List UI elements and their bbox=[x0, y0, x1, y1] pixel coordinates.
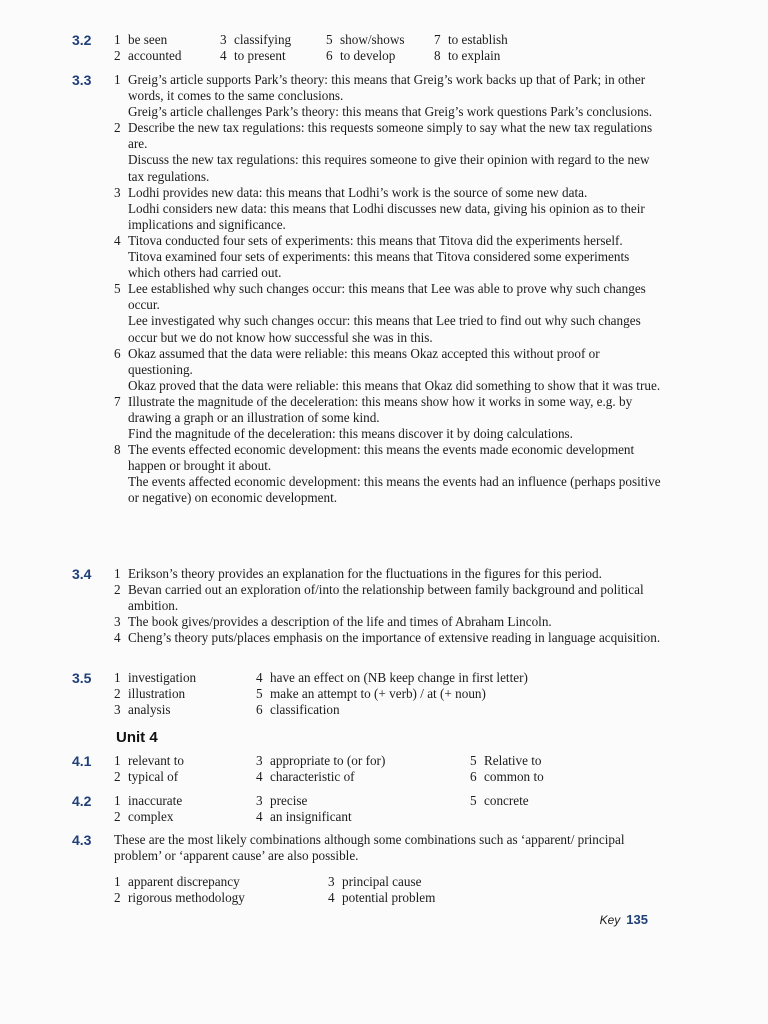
section-number: 4.3 bbox=[72, 832, 92, 848]
footer-label: Key bbox=[599, 913, 621, 927]
answer-item: 3 The book gives/provides a description of the life and times of Abraham Lincoln. bbox=[114, 614, 552, 630]
answer-item: 4 characteristic of bbox=[256, 769, 355, 785]
answer-item: 3 analysis bbox=[114, 702, 171, 718]
answer-item: 4 Titova conducted four sets of experiments: this means that Titova did the experiments herself. Titova examined four sets of experiments: this means that Titova considered some experiments which others had carried out. bbox=[114, 232, 630, 281]
answer-item: 3 classifying bbox=[220, 32, 292, 47]
answer-item: 4 Cheng’s theory puts/places emphasis on the importance of extensive reading in language acquisition. bbox=[114, 630, 661, 646]
answer-item: 3 appropriate to (or for) bbox=[256, 753, 386, 768]
answer-item: 4 potential problem bbox=[328, 890, 436, 906]
answer-item: 6 Okaz assumed that the data were reliable: this means Okaz accepted this without proof or questioning. Okaz proved that the data were reliable: this means that Okaz did something to show that it was true. bbox=[114, 345, 661, 393]
answer-item: 5 Relative to bbox=[470, 753, 542, 768]
section-3-5 bbox=[72, 670, 672, 720]
page-footer bbox=[560, 912, 648, 928]
answer-item: 6 common to bbox=[470, 769, 544, 785]
answer-item: 1 Erikson’s theory provides an explanation for the fluctuations in the figures for this period. bbox=[114, 566, 602, 581]
section-number: 3.3 bbox=[72, 72, 92, 88]
answer-item: 2 Describe the new tax regulations: this requests someone simply to say what the new tax regulations are. Discuss the new tax regulations: this requires someone to give their opinion with regard to the new tax regulations. bbox=[114, 120, 653, 184]
answer-item: 6 to develop bbox=[326, 48, 396, 64]
answer-item: 5 show/shows bbox=[326, 32, 405, 47]
answer-item: 2 typical of bbox=[114, 769, 179, 785]
answer-item: 7 to establish bbox=[434, 32, 508, 47]
answer-item: 1 apparent discrepancy bbox=[114, 874, 240, 890]
answer-item: 2 Bevan carried out an exploration of/into the relationship between family background and political ambition. bbox=[114, 582, 644, 614]
answer-item: 1 inaccurate bbox=[114, 793, 183, 808]
section-4-3 bbox=[72, 832, 672, 906]
answer-item: 2 accounted bbox=[114, 48, 182, 64]
section-3-2 bbox=[72, 32, 672, 66]
answer-item: 3 principal cause bbox=[328, 874, 422, 890]
answer-item: 2 illustration bbox=[114, 686, 186, 702]
section-number: 4.2 bbox=[72, 793, 92, 809]
answer-item: 7 Illustrate the magnitude of the deceleration: this means show how it works in some way, e.g. by drawing a graph or an illustration of some kind. Find the magnitude of the deceleration: this means discover it by doing calculations. bbox=[114, 393, 633, 442]
section-4-1 bbox=[72, 753, 672, 787]
answer-item: 3 precise bbox=[256, 793, 308, 808]
answer-item: 1 investigation bbox=[114, 670, 197, 685]
answer-item: 4 to present bbox=[220, 48, 286, 64]
section-number: 4.1 bbox=[72, 753, 92, 769]
answer-item: 4 an insignificant bbox=[256, 809, 352, 825]
answer-item: 5 make an attempt to (+ verb) / at (+ noun) bbox=[256, 686, 486, 702]
answer-item: 8 to explain bbox=[434, 48, 501, 64]
answer-item: 4 have an effect on (NB keep change in first letter) bbox=[256, 670, 528, 685]
answer-item: 3 Lodhi provides new data: this means that Lodhi’s work is the source of some new data. Lodhi considers new data: this means that Lodhi discusses new data, giving his opinion as to their implications and significance. bbox=[114, 184, 645, 232]
answer-item: 5 concrete bbox=[470, 793, 529, 808]
answer-item: 6 classification bbox=[256, 702, 340, 718]
answer-item: 2 rigorous methodology bbox=[114, 890, 245, 906]
section-intro: These are the most likely combinations although some combinations such as ‘apparent/ principal problem’ or ‘apparent cause’ are also possible. bbox=[114, 832, 625, 864]
unit-heading: Unit 4 bbox=[116, 729, 158, 746]
answer-item: 1 be seen bbox=[114, 32, 168, 47]
section-number: 3.4 bbox=[72, 566, 92, 582]
answer-item: 1 Greig’s article supports Park’s theory: this means that Greig’s work backs up that of Park; in other words, it comes to the same conclusions. Greig’s article challenges Park’s theory: this means that Greig’s work questions Park’s conclusions. bbox=[114, 72, 653, 120]
page-number: 135 bbox=[626, 912, 648, 927]
answer-item: 1 relevant to bbox=[114, 753, 185, 768]
answer-item: 8 The events effected economic development: this means the events made economic development happen or brought it about. The events affected economic development: this means the events had an influence (perhaps positive or negative) on economic development. bbox=[114, 442, 661, 506]
answer-item: 5 Lee established why such changes occur: this means that Lee was able to prove why such changes occur. Lee investigated why such changes occur: this means that Lee tried to find out why such changes occur but we do not know how successful she was in this. bbox=[114, 281, 646, 345]
section-number: 3.2 bbox=[72, 32, 92, 48]
answer-item: 2 complex bbox=[114, 809, 174, 825]
section-4-2 bbox=[72, 793, 672, 827]
section-number: 3.5 bbox=[72, 670, 92, 686]
